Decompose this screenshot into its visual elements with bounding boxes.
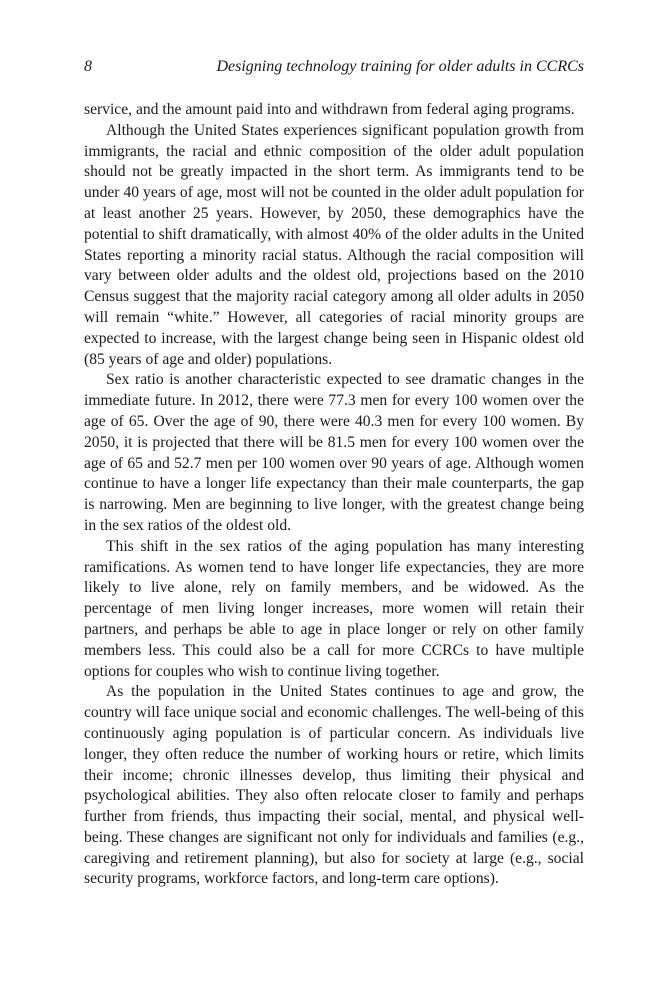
paragraph-sex-ratio: Sex ratio is another characteristic expected to see dramatic changes in the immediate future. In 2012, there were 77.3 men for every 100 women over the age of 65. Over the age of 90, there were 40.3 men for every 100 women. By 2050, it is projected that there will be 81.5 men for every 100 women over the age of 65 and 52.7 men per 100 women over 90 years of age. Although women continue to have a longer life expectancy than their male counterparts, the gap is narrowing. Men are beginning to live longer, with the greatest change being in the sex ratios of the oldest old. bbox=[84, 371, 584, 534]
paragraph-sex-ratio-ramifications: This shift in the sex ratios of the aging population has many interesting ramifications. As women tend to have longer life expectancies, they are more likely to live alone, rely on family members, and be widowed. As the percentage of men living longer increases, more women will retain their partners, and perhaps be able to age in place longer or rely on other family members less. This could also be a call for more CCRCs to have multiple options for couples who wish to continue living together. bbox=[84, 537, 584, 680]
page-number: 8 bbox=[84, 58, 92, 75]
body-text bbox=[84, 100, 584, 890]
running-header bbox=[84, 56, 584, 78]
paragraph-continued: service, and the amount paid into and withdrawn from federal aging programs. bbox=[84, 101, 575, 118]
paragraph-racial-composition: Although the United States experiences significant population growth from immigrants, the racial and ethnic composition of the older adult population should not be greatly impacted in the short term. As immigrants tend to be under 40 years of age, most will not be counted in the older adult population for at least another 25 years. However, by 2050, these demographics have the potential to shift dramatically, with almost 40% of the older adults in the United States reporting a minority racial status. Although the racial composition will vary between older adults and the oldest old, projections based on the 2010 Census suggest that the majority racial category among all older adults in 2050 will remain “white.” However, all categories of racial minority groups are expected to increase, with the largest change being seen in Hispanic oldest old (85 years of age and older) populations. bbox=[84, 121, 584, 368]
paragraph-social-economic-challenges: As the population in the United States continues to age and grow, the country will face unique social and economic challenges. The well-being of this continuously aging population is of particular concern. As individuals live longer, they often reduce the number of working hours or retire, which limits their income; chronic illnesses develop, thus limiting their physical and psychological abilities. They also often relocate closer to family and perhaps further from friends, thus impacting their social, mental, and physical well-being. These changes are significant not only for individuals and families (e.g., caregiving and retirement planning), but also for society at large (e.g., social security programs, workforce factors, and long-term care options). bbox=[84, 683, 584, 888]
running-title: Designing technology training for older adults in CCRCs bbox=[216, 58, 584, 75]
